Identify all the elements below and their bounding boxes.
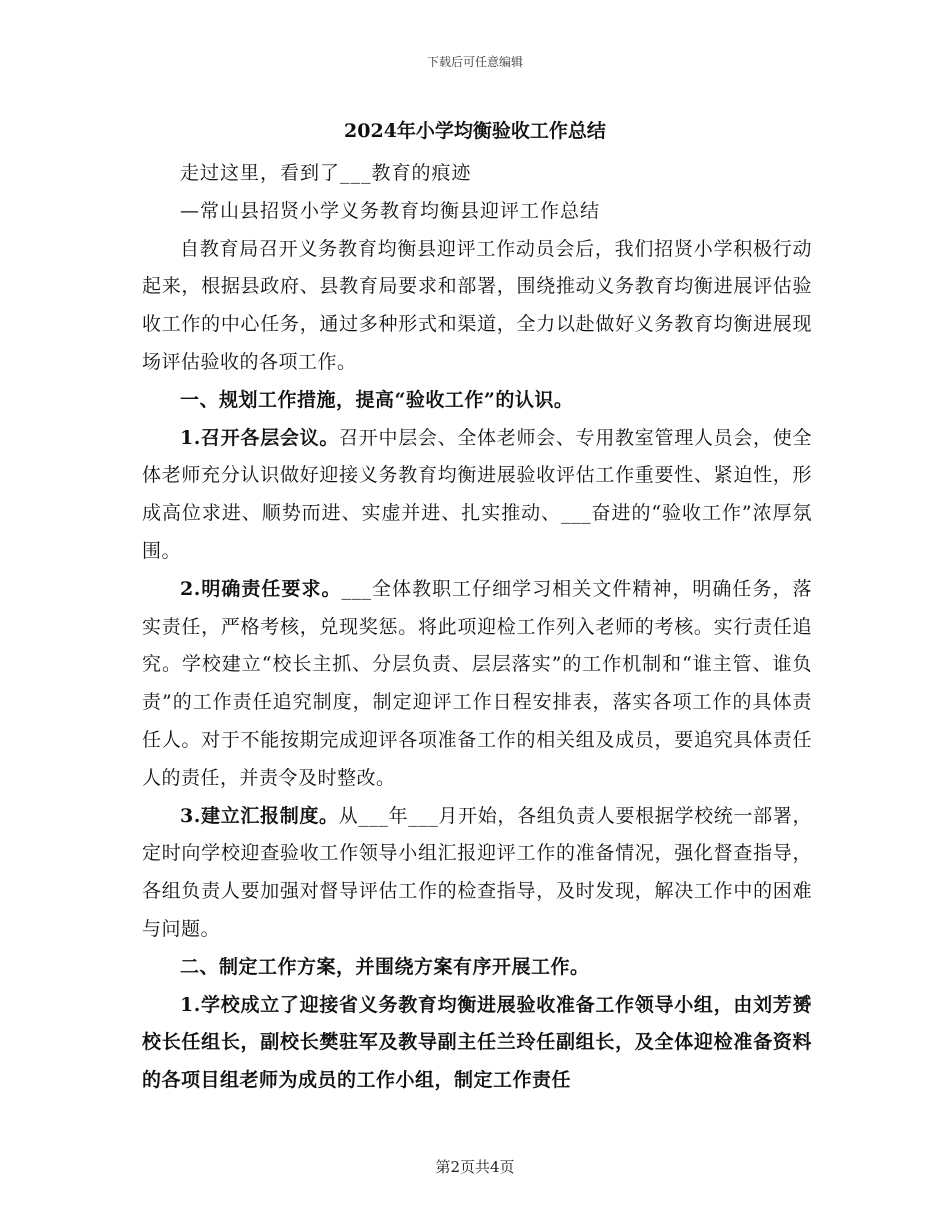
- section-2-heading: 二、制定工作方案，并围绕方案有序开展工作。: [180, 955, 590, 978]
- item-text: 召开中层会、全体老师会、专用教室管理人员会，使全体老师充分认识做好迎接义务教育均衡进展验收评估工作重要性、紧迫性，形成高位求进、顺势而进、实虚并进、扎实推动、___奋进的“验收工作”浓厚氛围。: [142, 426, 812, 562]
- section-1-item-2: [142, 571, 812, 798]
- subtitle-line-2: —常山县招贤小学义务教育均衡县迎评工作总结: [180, 199, 601, 222]
- intro-paragraph: 自教育局召开义务教育均衡县迎评工作动员会后，我们招贤小学积极行动起来，根据县政府、县教育局要求和部署，围绕推动义务教育均衡进展评估验收工作的中心任务，通过多种形式和渠道，全力以赴做好义务教育均衡进展现场评估验收的各项工作。: [142, 237, 812, 373]
- document-body: [142, 155, 812, 1100]
- section-1-heading: 一、规划工作措施，提高“验收工作”的认识。: [180, 388, 574, 411]
- subtitle-line-1: 走过这里，看到了___教育的痕迹: [180, 162, 472, 184]
- item-lead: 2.明确责任要求。: [180, 577, 342, 600]
- section-1-item-1: [142, 420, 812, 571]
- document-title: 2024年小学均衡验收工作总结: [344, 120, 606, 142]
- section-2-item-1: 1.学校成立了迎接省义务教育均衡进展验收准备工作领导小组，由刘芳赟校长任组长，副校长樊驻军及教导副主任兰玲任副组长，及全体迎检准备资料的各项目组老师为成员的工作小组，制定工作责任: [142, 993, 812, 1092]
- item-text: 从___年___月开始，各组负责人要根据学校统一部署，定时向学校迎查验收工作领导小组汇报迎评工作的准备情况，强化督查指导，各组负责人要加强对督导评估工作的检查指导，及时发现，解决工作中的困难与问题。: [142, 804, 812, 940]
- section-1-item-3: [142, 798, 812, 949]
- page-number: 第2页共4页: [435, 1158, 515, 1176]
- page-header-note: 下载后可任意编辑: [426, 55, 523, 69]
- item-text: ___全体教职工仔细学习相关文件精神，明确任务，落实责任，严格考核，兑现奖惩。将此项迎检工作列入老师的考核。实行责任追究。学校建立“校长主抓、分层负责、层层落实”的工作机制和“谁主管、谁负责”的工作责任追究制度，制定迎评工作日程安排表，落实各项工作的具体责任人。对于不能按期完成迎评各项准备工作的相关组及成员，要追究具体责任人的责任，并责令及时整改。: [142, 577, 812, 789]
- item-lead: 3.建立汇报制度。: [180, 804, 339, 827]
- item-lead: 1.召开各层会议。: [180, 426, 340, 449]
